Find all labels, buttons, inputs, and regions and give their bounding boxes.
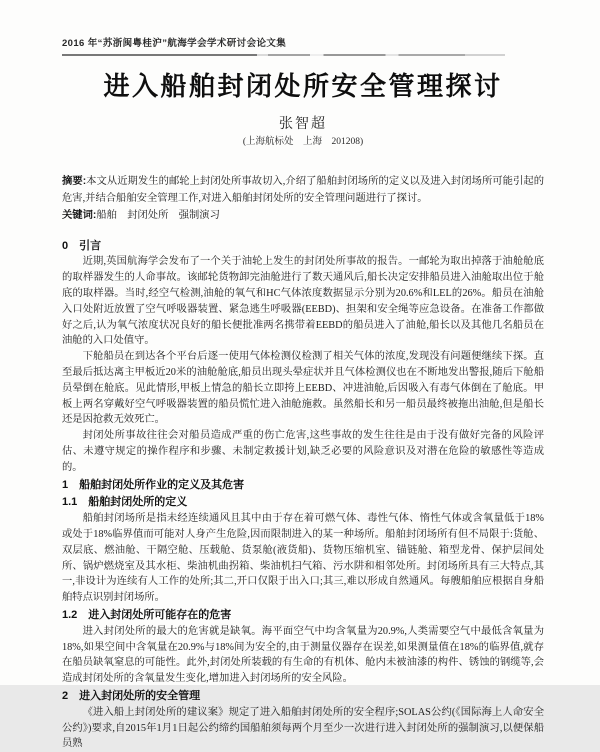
- page-content: [62, 38, 544, 752]
- section-heading-0: 0 引言: [62, 239, 102, 252]
- paper-title: 进入船舶封闭处所安全管理探讨: [103, 71, 503, 101]
- paragraph: 封闭处所事故往往会对船员造成严重的伤亡危害,这些事故的发生往往是由于没有做好完备的风险评估、未遵守规定的操作程序和步骤、未制定救援计划,缺乏必要的风险意识及对潜在危险的敏感性等造成的。: [62, 430, 544, 473]
- author-name: 张智超: [279, 117, 327, 132]
- paragraph: 下舱船员在到达各个平台后逐一使用气体检测仪检测了相关气体的浓度,发现没有问题便继续下探。直至最后抵达离主甲板近20米的油舱舱底,船员出现头晕症状并且气体检测仪也在不断地发出警报,随后下舱船员晕倒在舱底。见此情形,甲板上情急的船长立即挎上EEBD、冲进油舱,后因吸入有毒气体倒在了舱底。甲板上两名穿戴好空气呼吸器装置的船员慌忙进入油舱施救。虽然船长和另一船员最终被拖出油舱,但是船长还是因抢救无效死亡。: [62, 351, 544, 426]
- section-heading-1-1: 1.1 船舶封闭处所的定义: [62, 496, 188, 509]
- author-affiliation: (上海航标处 上海 201208): [242, 137, 364, 147]
- paragraph-clipped: 《进入船上封闭处所的建议案》规定了进入船舶封闭处所的安全程序;SOLAS公约(《国际海上人命安全公约》)要求,自2015年1月1日起公约缔约国船舶须每两个月至少一次进行进入封闭处所的强制演习,以便保船员熟: [62, 706, 544, 750]
- section-heading-1: 1 船舶封闭处所作业的定义及其危害: [62, 478, 245, 491]
- abstract-label: 摘要:: [62, 176, 87, 187]
- keywords-text: 船舶 封闭处所 强制演习: [96, 210, 220, 222]
- keywords-label: 关键词:: [62, 210, 97, 222]
- paper-body: [62, 239, 544, 752]
- paragraph: 进入封闭处所的最大的危害就是缺氧。海平面空气中均含氧量为20.9%,人类需要空气中最低含氧量为18%,如果空间中含氧量在20.9%与18%间为安全的,由于测量仪器存在误差,如果测量值在18%的临界值,就存在船员缺氧窒息的可能性。此外,封闭处所装载的有生命的有机体、舱内未被油漆的构件、锈蚀的钢缆等,会造成封闭处所的含氧量发生变化,增加进入封闭场所的安全风险。: [62, 625, 544, 685]
- abstract-text: 本文从近期发生的邮轮上封闭处所事故切入,介绍了船舶封闭场所的定义以及进入封闭场所可能引起的危害,并结合船舶安全管理工作,对进入船舶封闭处所的安全管理问题进行了探讨。: [62, 176, 544, 205]
- keywords-line: [62, 207, 544, 224]
- paragraph: 近期,英国航海学会发布了一个关于油轮上发生的封闭处所事故的报告。一邮轮为取出掉落于油舱舱底的取样器发生的人命事故。该邮轮货物卸完油舱进行了数天通风后,船长决定安排船员进入油舱取出位于舱底的取样器。当时,经空气检测,油舱的氧气和HC气体浓度数据显示分别为20.6%和LEL的26%。船员在油舱入口处附近放置了空气呼吸器装置、紧急逃生呼吸器(EEBD)、担架和安全绳等应急设备。在准备工作都做好之后,认为氧气浓度状况良好的船长便批准两名携带着EEBD的船员进入了油舱,船长以及其他几名船员在油舱的入口处值守。: [62, 256, 544, 347]
- section-heading-1-2: 1.2 进入封闭处所可能存在的危害: [62, 608, 232, 621]
- proceedings-header: 2016 年“苏浙闽粤桂沪”航海学会学术研讨会论文集: [62, 38, 287, 49]
- header-rule: [62, 54, 505, 56]
- abstract-paragraph: [62, 173, 544, 207]
- paragraph: 船舶封闭场所是指未经连续通风且其中由于存在着可燃气体、毒性气体、惰性气体或含氧量低于18%或处于18%临界值而可能对人身产生危险,因而限制进入的某一种场所。船舶封闭场所有但不局限于:货舱、双层底、燃油舱、干隔空舱、压载舱、货泵舱(液货船)、货物压缩机室、锚链舱、箱型龙骨、保护层间处所、锅炉燃烧室及其水柜、柴油机曲拐箱、柴油机扫气箱、污水阱和相邻处所。封闭场所具有三大特点,其一,非设计为连续有人工作的处所;其二,开口仅限于出入口;其三,难以形成自然通风。每艘船舶应根据自身船舶特点识别封闭场所。: [62, 513, 544, 604]
- section-heading-2: 2 进入封闭处所的安全管理: [62, 689, 201, 702]
